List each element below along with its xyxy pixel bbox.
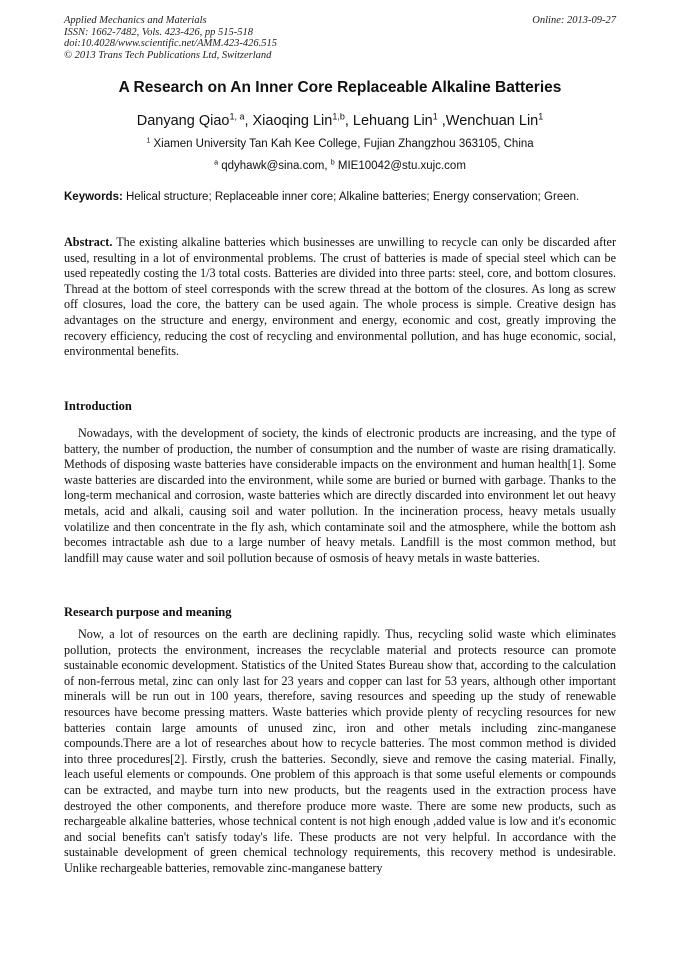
author-list (64, 113, 616, 129)
author-sep: , (344, 113, 353, 129)
paper-title: A Research on An Inner Core Replaceable Alkaline Batteries (118, 79, 562, 96)
email-b[interactable]: MIE10042@stu.xujc.com (337, 160, 466, 172)
introduction-paragraph: Nowadays, with the development of society, the kinds of electronic products are increasing, and the type of battery, the number of production, the number of consumption and the number of waste are rising dramatically. Methods of disposing waste batteries have considerable impacts on the environment and human health[1]. Some waste batteries are discarded into the environment, while some are buried or burned with garbage. Thanks to the long-term mechanical and corrosion, waste batteries which are directly discarded into environment let out heavy metals, acid and alkali, causing soil and water pollution. In the incineration process, heavy metals usually volatilize and then concentrate in the fly ash, which contaminate soil and the atmosphere, while the bottom ash becomes intractable ash due to a large number of heavy metals. Landfill is the most common method, but landfill may cause water and soil pollution because of osmosis of heavy metals in waste batteries. (64, 426, 616, 565)
copyright-line: © 2013 Trans Tech Publications Ltd, Switzerland (64, 49, 272, 61)
author-sup: 1 (538, 111, 544, 122)
issn-line: ISSN: 1662-7482, Vols. 423-426, pp 515-518 (64, 26, 253, 38)
online-date: Online: 2013-09-27 (532, 15, 616, 26)
section-heading-research-purpose: Research purpose and meaning (64, 605, 232, 619)
abstract (64, 235, 616, 360)
affiliation-sup: 1 (146, 136, 151, 145)
author-name: Lehuang Lin (352, 113, 433, 129)
author-name: Danyang Qiao (136, 113, 230, 129)
affiliation (64, 138, 616, 150)
email-b-sup: b (330, 158, 335, 167)
abstract-text: The existing alkaline batteries which businesses are unwilling to recycle can only be discarded after used, resulting in a lot of environmental problems. The crust of batteries is made of special steel which can be used repeatedly costing the 1/3 total costs. Batteries are divided into three parts: steel, core, and bottom closures. Thread at the bottom of steel corresponds with the screw thread at the bottom of the closures. As long as screw off closures, load the core, the battery can be used again. The whole process is simple. Creative design has advantages on the structure and energy, environment and energy, economic and cost, greatly improving the recovery efficiency, reducing the cost of recycling and environmental pollution, and has huge economic, social, environmental benefits. (64, 235, 617, 359)
abstract-label: Abstract. (64, 235, 113, 249)
doi-line[interactable]: doi:10.4028/www.scientific.net/AMM.423-426.515 (64, 38, 277, 50)
email-a-sup: a (214, 158, 219, 167)
journal-header (64, 15, 616, 61)
section-heading-introduction: Introduction (64, 399, 132, 413)
author-name: Wenchuan Lin (445, 113, 539, 129)
keywords (64, 190, 616, 205)
author-sup: 1,b (332, 111, 345, 122)
research-purpose-paragraph: Now, a lot of resources on the earth are declining rapidly. Thus, recycling solid waste which eliminates pollution, protects the environment, increases the recyclable material and protects resource can promote sustainable economic development. Statistics of the United States Bureau show that, according to the calculation of non-ferrous metal, zinc can only last for 23 years and copper can last for 53 years, although other important minerals will be run out in 100 years, therefore, saving resources and speeding up the study of renewable resources have become pressing matters. Waste batteries which provide plenty of recycling resources for new batteries contain large amounts of unused zinc, iron and other metals including zinc-manganese compounds.There are a lot of researches about how to recycle batteries. The most common method is divided into three procedures[2]. Firstly, crush the batteries. Secondly, sieve and remove the casing material. Finally, leach useful elements or compounds. One problem of this approach is that some useful elements or compounds can be extracted, and maybe turn into new products, but the reagents used in the extraction process have destroyed the other components, and therefore produce more waste. There are some new products, such as rechargeable alkaline batteries, whose technical content is not high enough ,added value is low and it's economic and social benefits can't satisfy today's life. These products are not very helpful. In accordance with the sustainable development of green chemical technology requirements, this recovery method is undesirable. Unlike rechargeable batteries, removable zinc-manganese battery (64, 627, 616, 875)
author-sep: , (244, 113, 253, 129)
author-sep: , (437, 113, 446, 129)
journal-name: Applied Mechanics and Materials (64, 15, 207, 26)
email-a[interactable]: qdyhawk@sina.com, (221, 160, 328, 172)
author-sup: 1, a (229, 111, 245, 122)
author-sup: 1 (432, 111, 438, 122)
author-name: Xiaoqing Lin (252, 113, 333, 129)
affiliation-text: Xiamen University Tan Kah Kee College, Fujian Zhangzhou 363105, China (153, 138, 534, 150)
keywords-text: Helical structure; Replaceable inner core; Alkaline batteries; Energy conservation; Green. (126, 191, 580, 203)
email-line (64, 160, 616, 172)
keywords-label: Keywords: (64, 191, 123, 203)
